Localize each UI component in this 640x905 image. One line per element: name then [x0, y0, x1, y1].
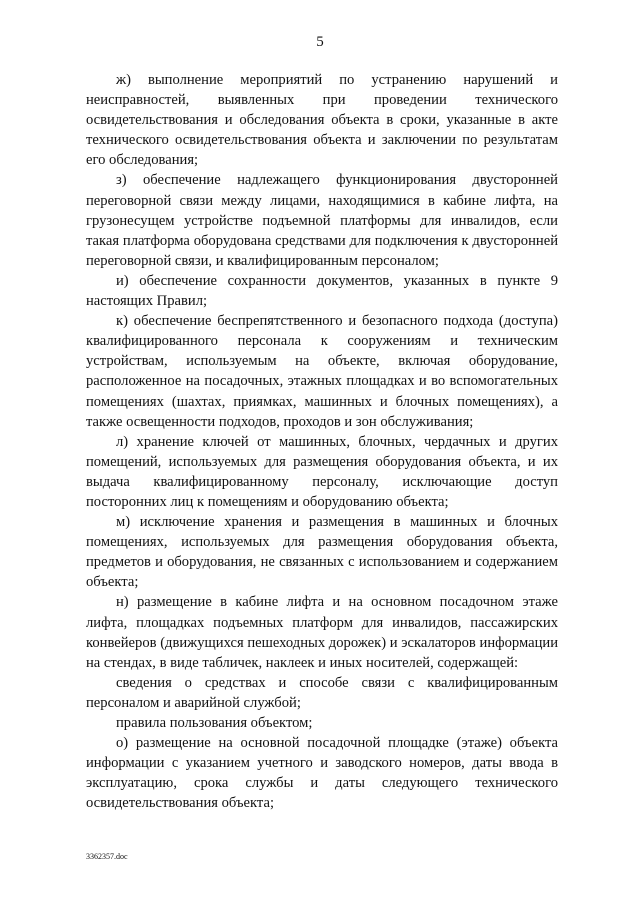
paragraph-n: н) размещение в кабине лифта и на основном посадочном этаже лифта, площадках подъемных платформ для инвалидов, пассажирских конвейеров (движущихся пешеходных дорожек) и эскалаторов информации на стендах, в виде табличек, наклеек и иных носителей, содержащей: — [86, 594, 558, 671]
paragraph-z: з) обеспечение надлежащего функционирования двусторонней переговорной связи между лицами, находящимися в кабине лифта, на грузонесущем устройстве подъемной платформы для инвалидов, если такая платформа оборудована средствами для подключения к двусторонней переговорной связи, и квалифицированным персоналом; — [86, 172, 558, 269]
page-number: 5 — [316, 34, 324, 50]
paragraph-l: л) хранение ключей от машинных, блочных, чердачных и других помещений, используемых для размещения оборудования объекта, и их выдача квалифицированному персоналу, исключающие доступ посторонних лиц к помещениям и оборудованию объекта; — [86, 433, 558, 510]
paragraph-n-item-1: сведения о средствах и способе связи с квалифицированным персоналом и аварийной службой; — [86, 674, 558, 711]
document-body — [86, 70, 558, 813]
paragraph-k: к) обеспечение беспрепятственного и безопасного подхода (доступа) квалифицированного персонала к сооружениям и техническим устройствам, используемым на объекте, включая оборудование, расположенное на посадочных, этажных площадках и во вспомогательных помещениях (шахтах, приямках, машинных и блочных помещениях), а также освещенности подходов, проходов и зон обслуживания; — [86, 313, 558, 430]
paragraph-o: о) размещение на основной посадочной площадке (этаже) объекта информации с указанием учетного и заводского номеров, даты ввода в эксплуатацию, срока службы и даты следующего технического освидетельствования объекта; — [86, 735, 558, 812]
paragraph-m: м) исключение хранения и размещения в машинных и блочных помещениях, используемых для размещения оборудования объекта, предметов и оборудования, не связанных с использованием и содержанием объекта; — [86, 514, 558, 591]
footer-doc-id: 3362357.doc — [86, 852, 128, 861]
paragraph-n-item-2: правила пользования объектом; — [116, 715, 313, 731]
paragraph-i: и) обеспечение сохранности документов, указанных в пункте 9 настоящих Правил; — [86, 272, 558, 310]
paragraph-zh: ж) выполнение мероприятий по устранению нарушений и неисправностей, выявленных при проведении технического освидетельствования и обследования объекта в сроки, указанные в акте технического освидетельствования объекта и заключении по результатам его обследования; — [86, 72, 558, 169]
